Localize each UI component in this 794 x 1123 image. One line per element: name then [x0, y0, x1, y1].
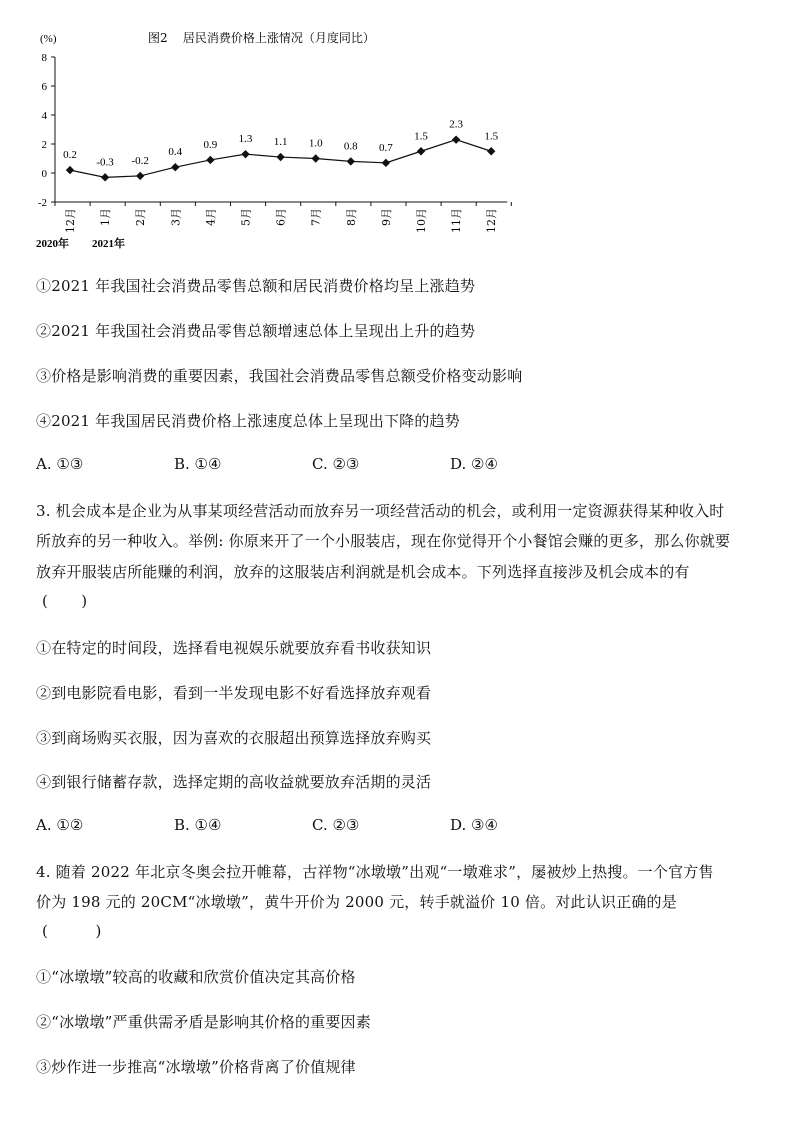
chart-title: 图2 居民消费价格上涨情况（月度同比） [148, 31, 375, 45]
data-label: 1.5 [414, 130, 428, 143]
q4-statement-3: ③炒作进一步推高“冰墩墩”价格背离了价值规律 [36, 1058, 356, 1076]
y-tick-label: 4 [41, 110, 47, 122]
x-tick-label: 4月 [204, 208, 218, 226]
data-label: 2.3 [449, 118, 463, 131]
data-label: 0.8 [343, 140, 358, 153]
q4-statement-2: ②“冰墩墩”严重供需矛盾是影响其价格的重要因素 [36, 1013, 371, 1031]
data-point [171, 163, 179, 171]
x-axis [55, 202, 511, 233]
q3-stem-line-2: 所放弃的另一种收入。举例: 你原来开了一个小服装店，现在你觉得开个小餐馆会赚的更多，那么你就要 [36, 532, 731, 550]
x-tick-label: 1月 [99, 208, 113, 226]
data-point [101, 173, 109, 181]
y-axis [38, 52, 55, 209]
q4-statement-1: ①“冰墩墩”较高的收藏和欣赏价值决定其高价格 [36, 968, 356, 986]
data-point [241, 150, 249, 158]
q2-option-d[interactable]: D. ②④ [450, 455, 498, 473]
x-tick-label: 7月 [309, 208, 323, 226]
y-tick-label: 2 [41, 139, 47, 151]
x-tick-label: 8月 [344, 208, 358, 226]
q3-option-a[interactable]: A. ①② [36, 816, 84, 834]
x-tick-label: 9月 [379, 208, 393, 226]
data-label: -0.2 [131, 154, 149, 167]
y-tick-label: 0 [41, 168, 47, 180]
data-label: 1.3 [238, 133, 253, 146]
data-point [312, 154, 320, 162]
q2-statement-4: ④2021 年我国居民消费价格上涨速度总体上呈现出下降的趋势 [36, 412, 460, 430]
data-label: 1.5 [484, 130, 499, 143]
data-label: 0.7 [379, 141, 393, 154]
q3-stem-line-3: 放弃开服装店所能赚的利润，放弃的这服装店利润就是机会成本。下列选择直接涉及机会成本的有 [36, 563, 690, 581]
q3-statement-2: ②到电影院看电影，看到一半发现电影不好看选择放弃观看 [36, 684, 432, 702]
y-tick-label: -2 [37, 197, 47, 209]
q2-option-b[interactable]: B. ①④ [174, 455, 222, 473]
data-label: 1.0 [308, 137, 323, 150]
chart-ylabel: (%) [40, 33, 57, 45]
data-point [417, 147, 425, 155]
q3-option-d[interactable]: D. ③④ [450, 816, 498, 834]
x-tick-label: 3月 [169, 208, 183, 226]
q2-option-c[interactable]: C. ②③ [312, 455, 360, 473]
data-point [66, 166, 74, 174]
q3-option-c[interactable]: C. ②③ [312, 816, 360, 834]
q3-statement-1: ①在特定的时间段，选择看电视娱乐就要放弃看书收获知识 [36, 639, 432, 657]
q2-statement-3: ③价格是影响消费的重要因素，我国社会消费品零售总额受价格变动影响 [36, 367, 523, 385]
year-label-2020: 2020年 [36, 238, 69, 250]
q2-statement-2: ②2021 年我国社会消费品零售总额增速总体上呈现出上升的趋势 [36, 322, 476, 340]
data-point [276, 153, 284, 161]
x-tick-label: 12月 [485, 208, 499, 233]
q3-answer-blank: ( ) [42, 592, 88, 610]
q3-statement-3: ③到商场购买衣服，因为喜欢的衣服超出预算选择放弃购买 [36, 729, 432, 747]
q4-answer-blank: ( ) [42, 922, 102, 940]
q2-statement-1: ①2021 年我国社会消费品零售总额和居民消费价格均呈上涨趋势 [36, 277, 476, 295]
data-label: -0.3 [96, 156, 114, 169]
data-point [382, 159, 390, 167]
q4-stem-line-1: 4. 随着 2022 年北京冬奥会拉开帷幕，古祥物“冰墩墩”出观“一墩难求”，屡被炒上热搜。一个官方售 [36, 863, 714, 881]
data-point [136, 172, 144, 180]
data-label: 0.2 [63, 149, 77, 162]
q4-stem-line-2: 价为 198 元的 20CM“冰墩墩”，黄牛开价为 2000 元，转手就溢价 10 倍。对此认识正确的是 [36, 893, 677, 911]
q3-option-b[interactable]: B. ①④ [174, 816, 222, 834]
year-label-2021: 2021年 [92, 238, 125, 250]
q3-stem-line-1: 3. 机会成本是企业为从事某项经营活动而放弃另一项经营活动的机会，或利用一定资源获得某种收入时 [36, 502, 725, 520]
q3-statement-4: ④到银行储蓄存款，选择定期的高收益就要放弃活期的灵活 [36, 773, 432, 791]
x-tick-label: 6月 [274, 208, 288, 226]
data-label: 1.1 [273, 136, 288, 149]
x-tick-label: 11月 [450, 208, 464, 233]
data-point [206, 156, 214, 164]
data-point [452, 135, 460, 143]
data-point [487, 147, 495, 155]
x-tick-label: 5月 [239, 208, 253, 226]
y-tick-label: 8 [41, 52, 47, 64]
data-label: 0.4 [168, 146, 183, 159]
y-tick-label: 6 [41, 81, 47, 93]
data-label: 0.9 [203, 138, 218, 151]
x-tick-label: 2月 [134, 208, 148, 226]
data-point [347, 157, 355, 165]
x-tick-label: 10月 [415, 208, 428, 233]
cpi-line-chart [0, 0, 794, 260]
x-tick-label: 12月 [64, 208, 77, 233]
q2-option-a[interactable]: A. ①③ [36, 455, 84, 473]
